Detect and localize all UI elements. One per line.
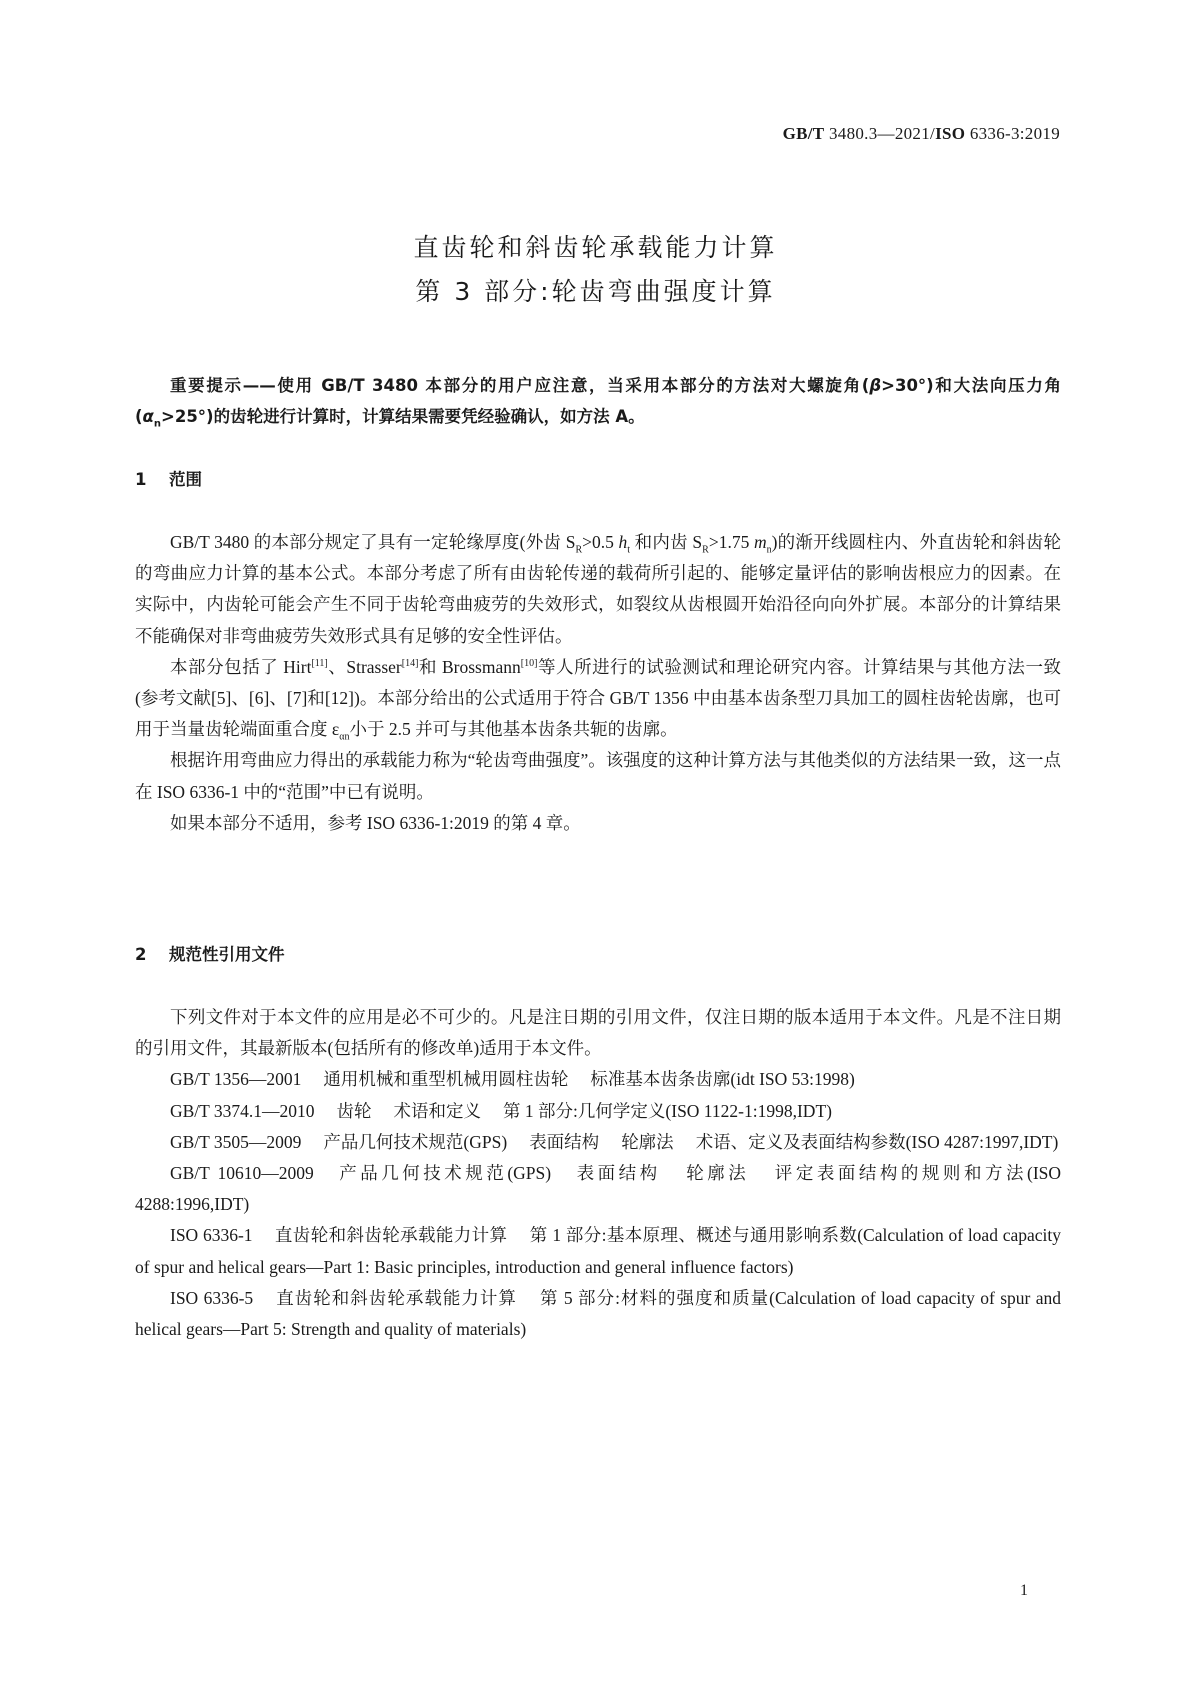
title-line-1: 直齿轮和斜齿轮承载能力计算 — [413, 233, 778, 262]
header-code: 3480.3—2021/ — [824, 124, 936, 143]
reference-title-part: 评定表面结构的规则和方法(ISO 4288:1996,IDT) — [135, 1163, 1062, 1215]
reference-title-part: 术语、定义及表面结构参数(ISO 4287:1997,IDT) — [695, 1131, 1059, 1152]
text-run: 如果本部分不适用，参考 ISO 6336-1:2019 的第 4 章。 — [170, 812, 581, 833]
subscript: t — [627, 544, 631, 556]
section-2-heading — [135, 941, 285, 965]
text-run: >1.75 — [708, 532, 754, 552]
paragraph — [135, 808, 1061, 839]
text-run: 和内齿 S — [630, 532, 703, 552]
notice-paragraph — [135, 370, 1061, 432]
intro-paragraph: 下列文件对于本文件的应用是必不可少的。凡是注日期的引用文件，仅注日期的版本适用于本文件。凡是不注日期的引用文件，其最新版本(包括所有的修改单)适用于本文件。 — [135, 1007, 1061, 1059]
reference-code: ISO 6336-1 — [170, 1225, 253, 1246]
reference-title-part: 产品几何技术规范(GPS) — [335, 1163, 552, 1184]
header-iso-code: 6336-3:2019 — [965, 124, 1060, 143]
header-iso: ISO — [935, 124, 966, 143]
reference-code: GB/T 3505—2009 — [170, 1131, 302, 1152]
reference-list — [135, 1064, 1061, 1345]
subscript: R — [702, 544, 709, 556]
section-number: 2 — [135, 945, 147, 964]
reference-title-part: 第 1 部分:几何学定义(ISO 1122-1:1998,IDT) — [503, 1100, 832, 1121]
citation-ref: [11] — [311, 657, 328, 669]
text-run: 根据许用弯曲应力得出的承载能力称为“轮齿弯曲强度”。该强度的这种计算方法与其他类似的方法结果一致，这一点在 ISO 6336-1 中的“范围”中已有说明。 — [135, 750, 1061, 802]
reference-code: GB/T 1356—2001 — [170, 1069, 302, 1090]
reference-title-part: 表面结构 — [573, 1163, 661, 1184]
reference-code: GB/T 3374.1—2010 — [170, 1100, 315, 1121]
text-run: 重要提示——使用 GB/T 3480 本部分的用户应注意，当采用本部分的方法对大螺旋角( — [170, 376, 870, 395]
text-run: β — [869, 376, 882, 395]
paragraph — [135, 652, 1061, 746]
text-run: 、Strasser — [327, 656, 402, 677]
citation-ref: [14] — [401, 657, 419, 669]
text-run: >0.5 — [582, 532, 619, 552]
section-2-body — [135, 1002, 1061, 1345]
reference-item — [135, 1220, 1061, 1282]
subscript: αn — [339, 731, 350, 743]
text-run: 小于 2.5 并可与其他基本齿条共轭的齿廓。 — [349, 719, 678, 740]
subscript: n — [153, 418, 162, 430]
important-notice — [135, 370, 1061, 432]
reference-item — [135, 1158, 1061, 1220]
reference-title-part: 通用机械和重型机械用圆柱齿轮 — [323, 1069, 569, 1090]
reference-item — [135, 1064, 1061, 1095]
section-number: 1 — [135, 470, 147, 489]
document-code-header — [783, 124, 1060, 144]
reference-title-part: 直齿轮和斜齿轮承载能力计算 — [274, 1225, 508, 1246]
reference-code: GB/T 10610—2009 — [170, 1163, 314, 1184]
section-title: 规范性引用文件 — [169, 945, 285, 964]
reference-title-part: 产品几何技术规范(GPS) — [323, 1131, 508, 1152]
header-prefix: GB/T — [782, 124, 825, 143]
reference-item — [135, 1283, 1061, 1345]
text-run: )的渐开线圆柱内、外直齿轮和斜齿轮的弯曲应力计算的基本公式。本部分考虑了所有由齿轮传递的载荷所引起的、能够定量评估的影响齿根应力的因素。在实际中，内齿轮可能会产生不同于齿轮弯曲疲劳的失效形式，如裂纹从齿根圆开始沿径向向外扩展。本部分的计算结果不能确保对非弯曲疲劳失效形式具有足够的安全性评估。 — [135, 532, 1062, 646]
reference-title-part: 标准基本齿条齿廓(idt ISO 53:1998) — [590, 1069, 855, 1090]
page-number: 1 — [1020, 1582, 1028, 1599]
text-run: >30°)和大法向压力角( — [135, 376, 1061, 427]
paragraph — [135, 527, 1061, 652]
reference-title-part: 齿轮 — [336, 1100, 372, 1121]
reference-title-part: 轮廓法 — [621, 1131, 674, 1152]
reference-title-part: 第 1 部分:基本原理、概述与通用影响系数(Calculation of load capacity of spur and helical gears—Part 1: Basic principles, introduction and general influence factors) — [135, 1225, 1061, 1277]
reference-title-part: 第 5 部分:材料的强度和质量(Calculation of load capacity of spur and helical gears—Part 5: Strength and quality of materials) — [135, 1287, 1061, 1340]
text-run: 本部分包括了 Hirt — [170, 656, 312, 677]
text-run: >25°)的齿轮进行计算时，计算结果需要凭经验确认，如方法 A。 — [161, 407, 645, 427]
text-run: GB/T 3480 的本部分规定了具有一定轮缘厚度(外齿 S — [170, 532, 576, 552]
reference-code: ISO 6336-5 — [170, 1287, 254, 1308]
citation-ref: [10] — [520, 657, 538, 669]
section-title: 范围 — [169, 470, 202, 489]
section-1-body — [135, 527, 1061, 839]
text-run: 和 Brossmann — [418, 656, 521, 677]
section-1-heading — [135, 466, 202, 490]
reference-title-part: 直齿轮和斜齿轮承载能力计算 — [275, 1287, 517, 1308]
reference-title-part: 表面结构 — [529, 1131, 600, 1152]
text-run: h — [618, 532, 628, 552]
document-title — [0, 226, 1191, 314]
reference-title-part: 术语和定义 — [393, 1100, 482, 1121]
title-line-2: 第 3 部分:轮齿弯曲强度计算 — [415, 277, 776, 306]
subscript: n — [766, 544, 772, 556]
reference-title-part: 轮廓法 — [682, 1163, 750, 1184]
text-run: m — [753, 532, 767, 552]
text-run: α — [142, 407, 154, 427]
subscript: R — [575, 544, 583, 556]
text-run: 等人所进行的试验测试和理论研究内容。计算结果与其他方法一致(参考文献[5]、[6]、[7]和[12])。本部分给出的公式适用于符合 GB/T 1356 中由基本齿条型刀具加工的圆柱齿轮齿廓，也可用于当量齿轮端面重合度 ε — [135, 656, 1061, 740]
reference-item — [135, 1127, 1061, 1158]
reference-item — [135, 1096, 1061, 1127]
paragraph — [135, 745, 1061, 807]
